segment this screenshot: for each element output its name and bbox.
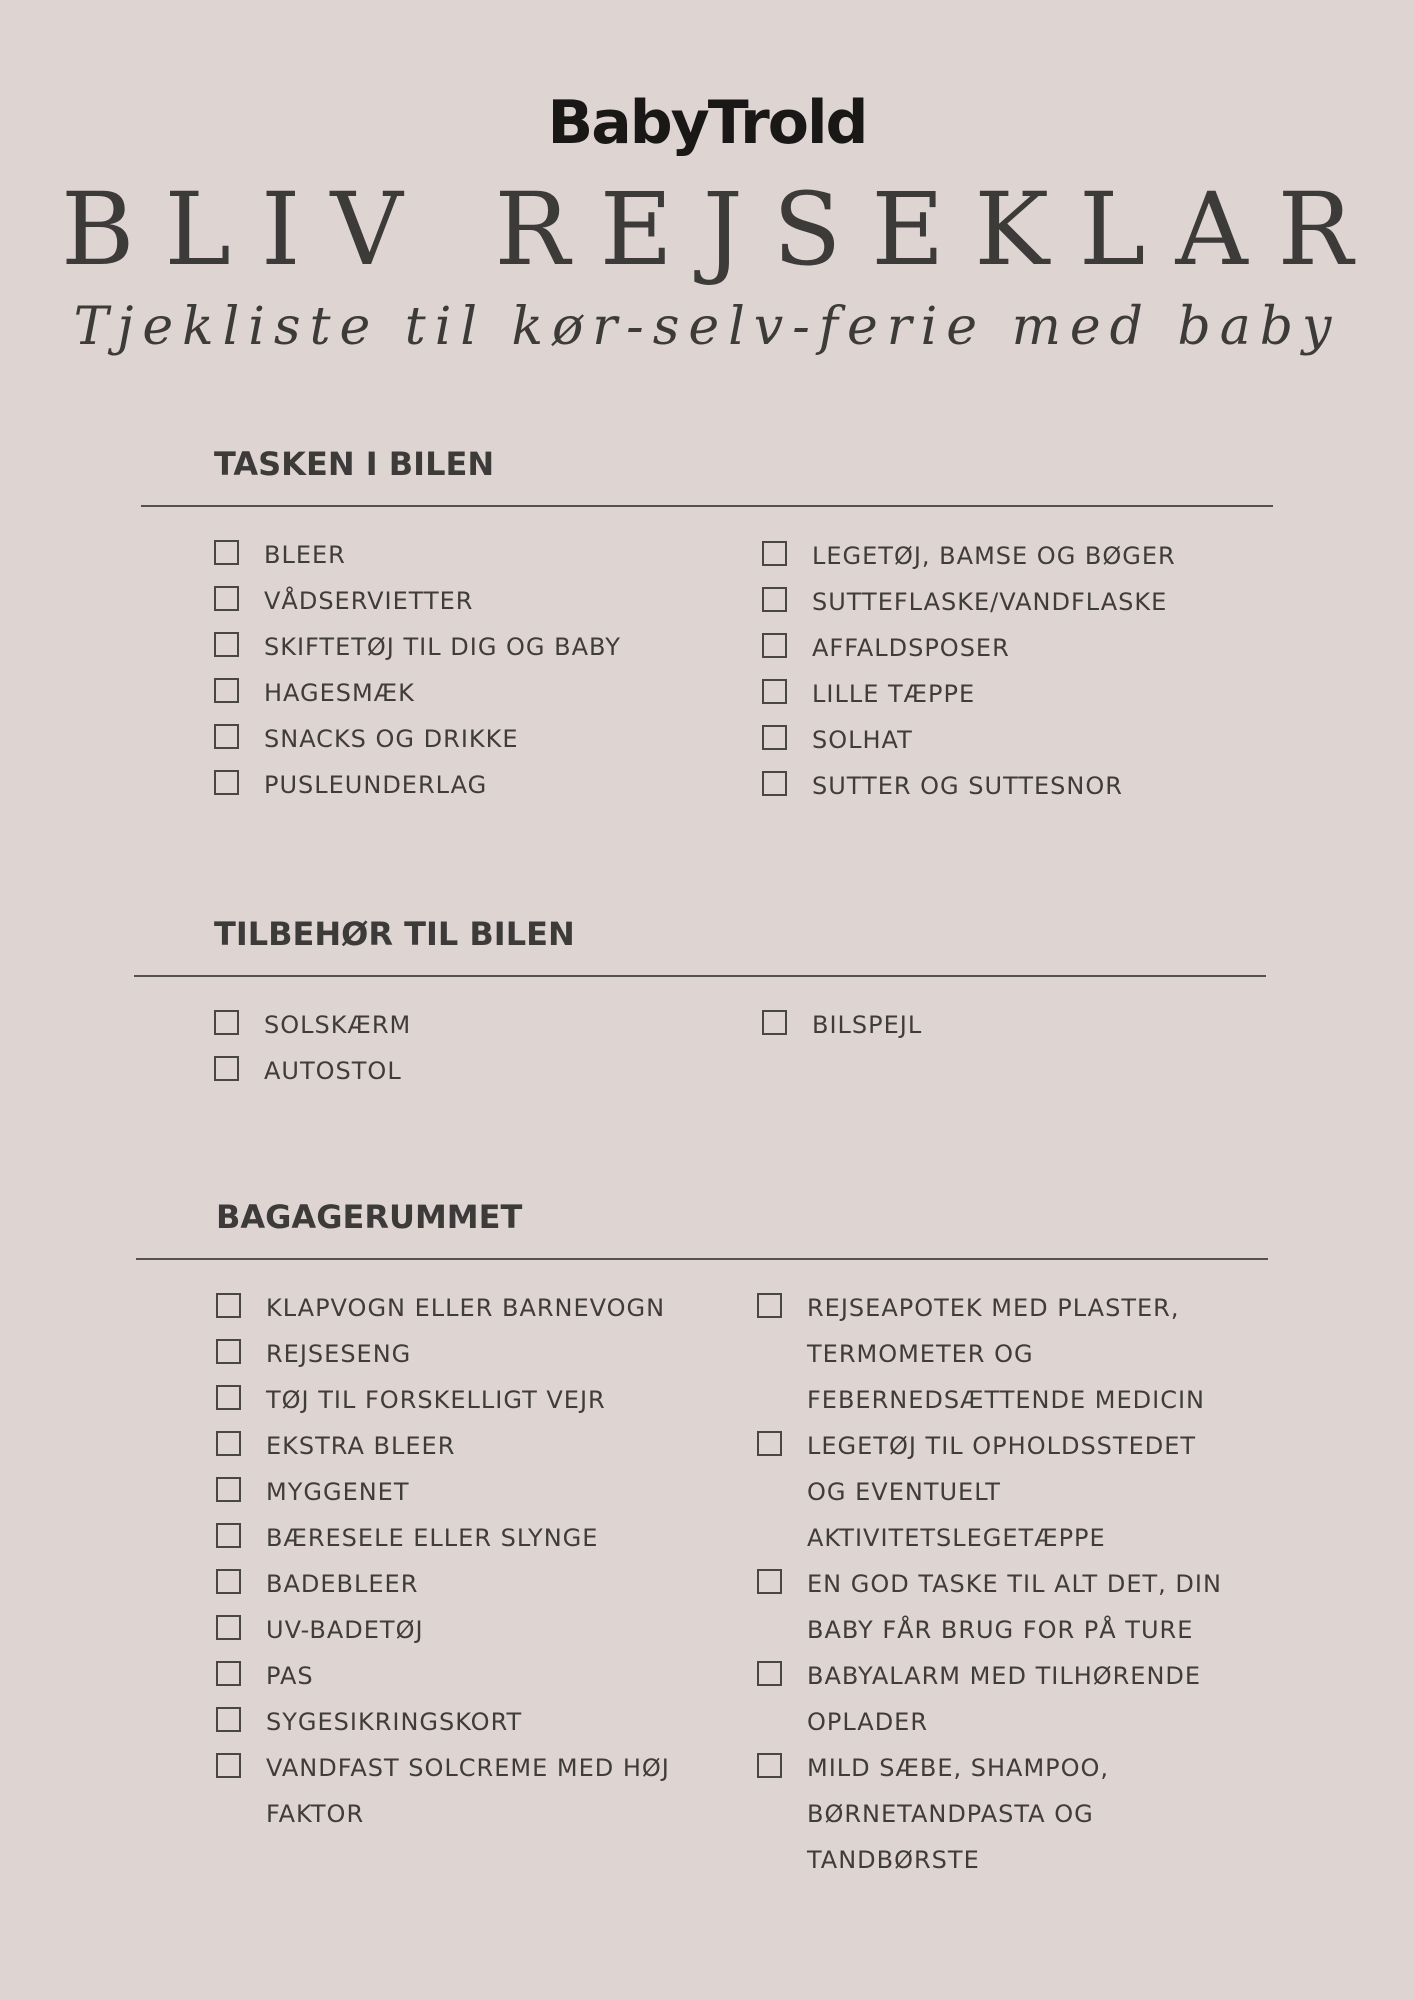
checklist-item[interactable] — [762, 671, 1282, 717]
checkbox[interactable] — [216, 1615, 241, 1640]
checkbox[interactable] — [214, 632, 239, 657]
checklist-column-right — [762, 1002, 1282, 1048]
checkbox[interactable] — [216, 1477, 241, 1502]
checklist-item-label: SOLSKÆRM — [264, 1011, 412, 1039]
checklist-item-label: REJSESENG — [266, 1340, 412, 1368]
checkbox[interactable] — [757, 1431, 782, 1456]
checklist-item-label: LILLE TÆPPE — [812, 680, 976, 708]
page-subtitle: Tjekliste til kør-selv-ferie med baby — [73, 297, 1341, 357]
checklist-item[interactable] — [757, 1561, 1227, 1653]
checklist-item[interactable] — [216, 1331, 686, 1377]
checklist-item-label: AFFALDSPOSER — [812, 634, 1010, 662]
checkbox[interactable] — [214, 724, 239, 749]
checklist-item-label: MILD SÆBE, SHAMPOO, BØRNETANDPASTA OG TANDBØRSTE — [807, 1754, 1110, 1874]
checkbox[interactable] — [216, 1707, 241, 1732]
checkbox[interactable] — [214, 540, 239, 565]
checklist-item[interactable] — [216, 1469, 686, 1515]
checklist-item-label: EN GOD TASKE TIL ALT DET, DIN BABY FÅR BRUG FOR PÅ TURE — [807, 1570, 1222, 1644]
checklist-item-label: SNACKS OG DRIKKE — [264, 725, 519, 753]
checkbox[interactable] — [762, 633, 787, 658]
checkbox[interactable] — [762, 541, 787, 566]
checklist-item-label: LEGETØJ TIL OPHOLDSSTEDET OG EVENTUELT AKTIVITETSLEGETÆPPE — [807, 1432, 1197, 1552]
checklist-item[interactable] — [762, 763, 1282, 809]
checklist-item-label: VANDFAST SOLCREME MED HØJ FAKTOR — [266, 1754, 670, 1828]
checkbox[interactable] — [214, 586, 239, 611]
section-divider — [141, 505, 1273, 507]
checklist-item[interactable] — [216, 1653, 686, 1699]
checkbox[interactable] — [214, 1056, 239, 1081]
checklist-column-right — [762, 533, 1282, 809]
checkbox[interactable] — [762, 1010, 787, 1035]
checkbox[interactable] — [757, 1293, 782, 1318]
checkbox[interactable] — [216, 1385, 241, 1410]
checklist-item[interactable] — [214, 624, 694, 670]
checklist-item-label: KLAPVOGN ELLER BARNEVOGN — [266, 1294, 666, 1322]
checklist-item-label: EKSTRA BLEER — [266, 1432, 456, 1460]
checklist-item-label: UV-BADETØJ — [266, 1616, 424, 1644]
checklist-item-label: PAS — [266, 1662, 314, 1690]
checkbox[interactable] — [757, 1569, 782, 1594]
checklist-item[interactable] — [214, 716, 694, 762]
checklist-item[interactable] — [216, 1515, 686, 1561]
checkbox[interactable] — [214, 770, 239, 795]
checklist-item[interactable] — [757, 1745, 1227, 1883]
checklist-item-label: BILSPEJL — [812, 1011, 923, 1039]
checklist-item-label: REJSEAPOTEK MED PLASTER, TERMOMETER OG FEBERNEDSÆTTENDE MEDICIN — [807, 1294, 1205, 1414]
checklist-item[interactable] — [214, 1002, 694, 1048]
checklist-item[interactable] — [762, 533, 1282, 579]
section-title-tilbehor-til-bilen: TILBEHØR TIL BILEN — [214, 915, 575, 953]
checkbox[interactable] — [214, 678, 239, 703]
checkbox[interactable] — [216, 1431, 241, 1456]
checklist-item[interactable] — [757, 1285, 1227, 1423]
checkbox[interactable] — [216, 1569, 241, 1594]
checklist-item[interactable] — [216, 1699, 686, 1745]
checklist-item-label: HAGESMÆK — [264, 679, 415, 707]
page-title: BLIV REJSEKLAR — [61, 171, 1383, 288]
checklist-item[interactable] — [216, 1285, 686, 1331]
checklist-item[interactable] — [762, 579, 1282, 625]
checkbox[interactable] — [216, 1753, 241, 1778]
section-title-bagagerummet: BAGAGERUMMET — [216, 1198, 523, 1236]
checklist-column-left — [214, 1002, 694, 1094]
checklist-item-label: SOLHAT — [812, 726, 913, 754]
section-divider — [134, 975, 1266, 977]
checklist-item[interactable] — [216, 1745, 686, 1837]
checklist-item-label: BLEER — [264, 541, 346, 569]
brand-logo: BabyTrold — [547, 88, 867, 158]
checklist-item-label: SKIFTETØJ TIL DIG OG BABY — [264, 633, 621, 661]
checklist-item-label: BÆRESELE ELLER SLYNGE — [266, 1524, 599, 1552]
checklist-item[interactable] — [214, 578, 694, 624]
checklist-item[interactable] — [216, 1423, 686, 1469]
checklist-item-label: SUTTEFLASKE/VANDFLASKE — [812, 588, 1168, 616]
checkbox[interactable] — [216, 1661, 241, 1686]
checkbox[interactable] — [214, 1010, 239, 1035]
checkbox[interactable] — [762, 725, 787, 750]
section-title-tasken-i-bilen: TASKEN I BILEN — [214, 445, 495, 483]
checklist-item[interactable] — [214, 532, 694, 578]
checkbox[interactable] — [762, 587, 787, 612]
checklist-item[interactable] — [762, 717, 1282, 763]
checklist-item[interactable] — [214, 762, 694, 808]
checklist-item[interactable] — [216, 1561, 686, 1607]
section-divider — [136, 1258, 1268, 1260]
checkbox[interactable] — [216, 1339, 241, 1364]
checklist-item[interactable] — [214, 1048, 694, 1094]
checklist-item-label: TØJ TIL FORSKELLIGT VEJR — [266, 1386, 606, 1414]
checklist-item-label: PUSLEUNDERLAG — [264, 771, 488, 799]
checklist-item[interactable] — [757, 1423, 1227, 1561]
checklist-item[interactable] — [762, 1002, 1282, 1048]
checklist-item[interactable] — [216, 1607, 686, 1653]
checklist-item-label: MYGGENET — [266, 1478, 410, 1506]
checklist-column-left — [214, 532, 694, 808]
checklist-column-left — [216, 1285, 686, 1837]
checklist-item-label: VÅDSERVIETTER — [264, 587, 474, 615]
checklist-item[interactable] — [214, 670, 694, 716]
checklist-item[interactable] — [757, 1653, 1227, 1745]
checkbox[interactable] — [757, 1661, 782, 1686]
checklist-item[interactable] — [762, 625, 1282, 671]
checkbox[interactable] — [762, 771, 787, 796]
checklist-item-label: LEGETØJ, BAMSE OG BØGER — [812, 542, 1176, 570]
checkbox[interactable] — [762, 679, 787, 704]
checklist-item-label: BADEBLEER — [266, 1570, 419, 1598]
checklist-item-label: SYGESIKRINGSKORT — [266, 1708, 523, 1736]
checklist-item-label: AUTOSTOL — [264, 1057, 402, 1085]
checklist-column-right — [757, 1285, 1227, 1883]
checklist-item[interactable] — [216, 1377, 686, 1423]
checkbox[interactable] — [216, 1293, 241, 1318]
checklist-item-label: BABYALARM MED TILHØRENDE OPLADER — [807, 1662, 1202, 1736]
checkbox[interactable] — [216, 1523, 241, 1548]
checkbox[interactable] — [757, 1753, 782, 1778]
checklist-item-label: SUTTER OG SUTTESNOR — [812, 772, 1123, 800]
